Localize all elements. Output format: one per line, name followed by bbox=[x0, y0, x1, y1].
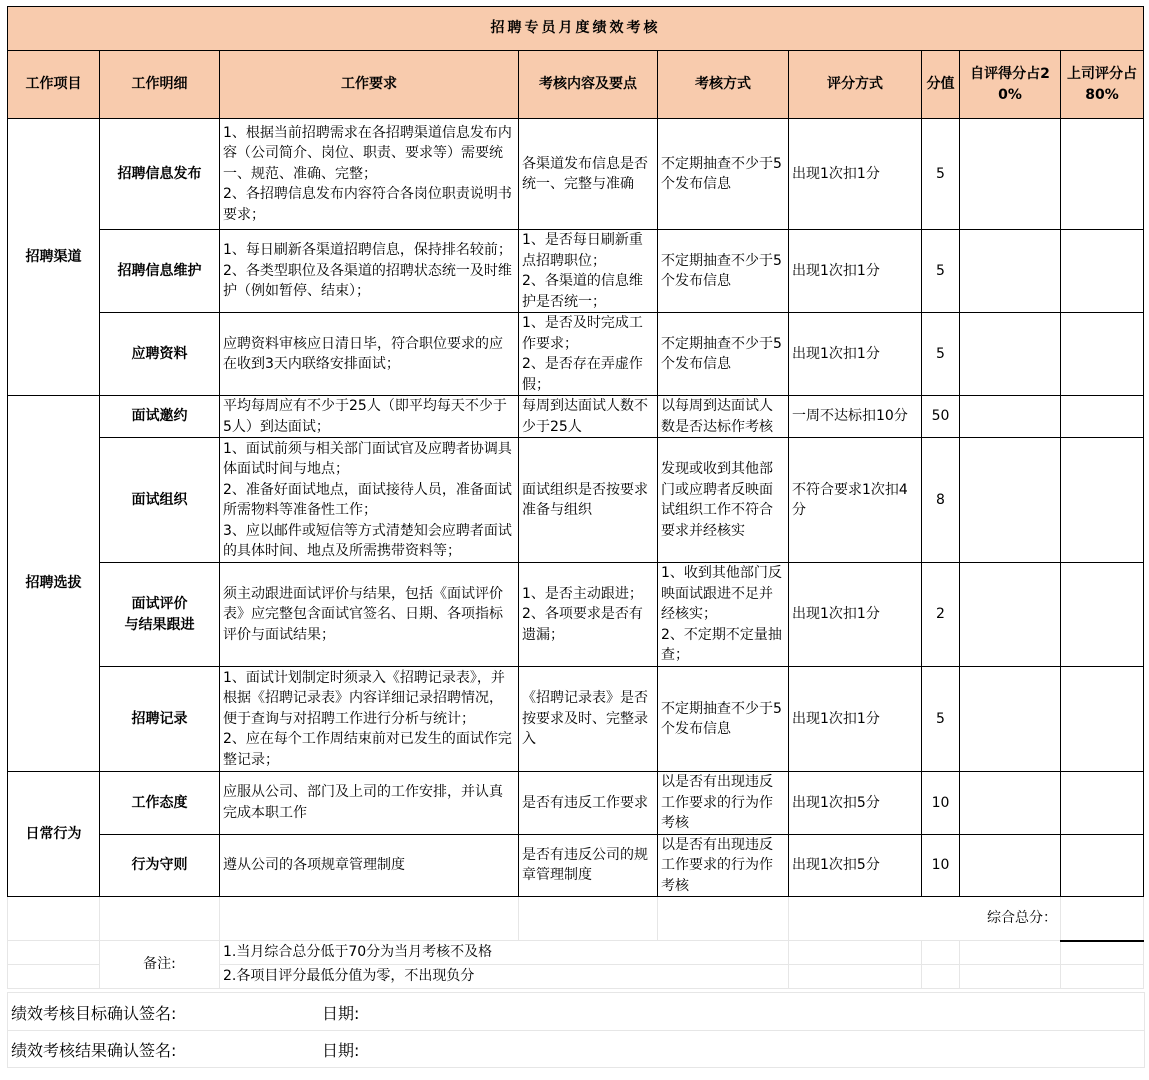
method-cell: 不定期抽查不少于5个发布信息 bbox=[658, 667, 789, 772]
method-cell: 不定期抽查不少于5个发布信息 bbox=[658, 230, 789, 313]
requirement-cell: 1、面试前须与相关部门面试官及应聘者协调具体面试时间与地点； 2、准备好面试地点，面试接待人员，准备面试所需物料等准备性工作； 3、应以邮件或短信等方式清楚知会应聘者面试的具体时间、地点及所需携带资料等； bbox=[220, 438, 519, 563]
table-row bbox=[8, 119, 1144, 230]
blank-cell bbox=[960, 941, 1061, 965]
table-row bbox=[8, 563, 1144, 667]
sign-row-target bbox=[7, 992, 1145, 1031]
points-cell: 5 bbox=[922, 230, 960, 313]
self-score-cell[interactable] bbox=[960, 119, 1061, 230]
method-cell: 以是否有出现违反工作要求的行为作考核 bbox=[658, 834, 789, 897]
content-cell: 是否有违反工作要求 bbox=[519, 772, 658, 835]
header-detail: 工作明细 bbox=[100, 51, 220, 119]
blank-cell bbox=[8, 897, 100, 941]
scoring-cell: 不符合要求1次扣4分 bbox=[789, 438, 922, 563]
content-cell: 1、是否及时完成工作要求； 2、是否存在弄虚作假； bbox=[519, 313, 658, 396]
boss-score-cell[interactable] bbox=[1061, 667, 1144, 772]
group-name: 招聘渠道 bbox=[8, 119, 100, 396]
method-cell: 不定期抽查不少于5个发布信息 bbox=[658, 313, 789, 396]
table-row bbox=[8, 667, 1144, 772]
table-row bbox=[8, 772, 1144, 835]
header-self-score: 自评得分占20% bbox=[960, 51, 1061, 119]
blank-cell bbox=[100, 897, 220, 941]
blank-cell bbox=[789, 965, 922, 989]
blank-cell bbox=[658, 897, 789, 941]
points-cell: 2 bbox=[922, 563, 960, 667]
points-cell: 10 bbox=[922, 834, 960, 897]
detail-cell: 工作态度 bbox=[100, 772, 220, 835]
requirement-cell: 应聘资料审核应日清日毕，符合职位要求的应在收到3天内联络安排面试； bbox=[220, 313, 519, 396]
header-item: 工作项目 bbox=[8, 51, 100, 119]
blank-cell bbox=[519, 897, 658, 941]
requirement-cell: 须主动跟进面试评价与结果，包括《面试评价表》应完整包含面试官签名、日期、各项指标评价与面试结果； bbox=[220, 563, 519, 667]
detail-cell: 应聘资料 bbox=[100, 313, 220, 396]
table-row bbox=[8, 313, 1144, 396]
header-method: 考核方式 bbox=[658, 51, 789, 119]
content-cell: 是否有违反公司的规章管理制度 bbox=[519, 834, 658, 897]
group-name: 日常行为 bbox=[8, 772, 100, 897]
method-cell: 发现或收到其他部门或应聘者反映面试组织工作不符合要求并经核实 bbox=[658, 438, 789, 563]
requirement-cell: 平均每周应有不少于25人（即平均每天不少于5人）到达面试； bbox=[220, 396, 519, 438]
content-cell: 《招聘记录表》是否按要求及时、完整录入 bbox=[519, 667, 658, 772]
scoring-cell: 一周不达标扣10分 bbox=[789, 396, 922, 438]
content-cell: 1、是否主动跟进； 2、各项要求是否有遗漏； bbox=[519, 563, 658, 667]
detail-cell: 面试邀约 bbox=[100, 396, 220, 438]
group-name: 招聘选拔 bbox=[8, 396, 100, 772]
points-cell: 50 bbox=[922, 396, 960, 438]
detail-cell: 招聘信息发布 bbox=[100, 119, 220, 230]
self-score-cell[interactable] bbox=[960, 313, 1061, 396]
blank-cell bbox=[789, 941, 922, 965]
requirement-cell: 1、面试计划制定时须录入《招聘记录表》，并根据《招聘记录表》内容详细记录招聘情况，便于查询与对招聘工作进行分析与统计； 2、应在每个工作周结束前对已发生的面试作完整记录； bbox=[220, 667, 519, 772]
note-label: 备注: bbox=[100, 941, 220, 989]
sign-row-result bbox=[7, 1030, 1145, 1068]
result-date-label: 日期: bbox=[322, 1041, 360, 1060]
content-cell: 各渠道发布信息是否统一、完整与准确 bbox=[519, 119, 658, 230]
method-cell: 不定期抽查不少于5个发布信息 bbox=[658, 119, 789, 230]
requirement-cell: 1、每日刷新各渠道招聘信息，保持排名较前； 2、各类型职位及各渠道的招聘状态统一及时维护（例如暂停、结束）； bbox=[220, 230, 519, 313]
table-row bbox=[8, 396, 1144, 438]
total-label: 综合总分： bbox=[789, 897, 1061, 941]
scoring-cell: 出现1次扣1分 bbox=[789, 230, 922, 313]
boss-score-cell[interactable] bbox=[1061, 834, 1144, 897]
blank-cell bbox=[8, 941, 100, 965]
requirement-cell: 1、根据当前招聘需求在各招聘渠道信息发布内容（公司简介、岗位、职责、要求等）需要统一、规范、准确、完整； 2、各招聘信息发布内容符合各岗位职责说明书要求； bbox=[220, 119, 519, 230]
note-1: 1.当月综合总分低于70分为当月考核不及格 bbox=[220, 941, 789, 965]
total-value[interactable] bbox=[1061, 897, 1144, 941]
points-cell: 8 bbox=[922, 438, 960, 563]
header-row bbox=[8, 51, 1144, 119]
header-scoring: 评分方式 bbox=[789, 51, 922, 119]
detail-cell: 面试组织 bbox=[100, 438, 220, 563]
content-cell: 面试组织是否按要求准备与组织 bbox=[519, 438, 658, 563]
blank-cell bbox=[1061, 965, 1144, 989]
boss-score-cell[interactable] bbox=[1061, 230, 1144, 313]
table-row bbox=[8, 438, 1144, 563]
note-2: 2.各项目评分最低分值为零，不出现负分 bbox=[220, 965, 789, 989]
blank-cell bbox=[960, 965, 1061, 989]
detail-cell: 面试评价 与结果跟进 bbox=[100, 563, 220, 667]
self-score-cell[interactable] bbox=[960, 438, 1061, 563]
content-cell: 每周到达面试人数不少于25人 bbox=[519, 396, 658, 438]
header-points: 分值 bbox=[922, 51, 960, 119]
self-score-cell[interactable] bbox=[960, 772, 1061, 835]
scoring-cell: 出现1次扣1分 bbox=[789, 563, 922, 667]
scoring-cell: 出现1次扣1分 bbox=[789, 119, 922, 230]
sheet-title: 招聘专员月度绩效考核 bbox=[8, 7, 1144, 51]
points-cell: 5 bbox=[922, 667, 960, 772]
blank-cell bbox=[8, 965, 100, 989]
blank-cell bbox=[922, 965, 960, 989]
header-boss-score: 上司评分占80% bbox=[1061, 51, 1144, 119]
self-score-cell[interactable] bbox=[960, 396, 1061, 438]
table-row bbox=[8, 834, 1144, 897]
self-score-cell[interactable] bbox=[960, 667, 1061, 772]
scoring-cell: 出现1次扣5分 bbox=[789, 772, 922, 835]
detail-cell: 行为守则 bbox=[100, 834, 220, 897]
blank-cell bbox=[922, 941, 960, 965]
boss-score-cell[interactable] bbox=[1061, 563, 1144, 667]
blank-cell bbox=[1061, 941, 1144, 965]
detail-cell: 招聘记录 bbox=[100, 667, 220, 772]
method-cell: 以每周到达面试人数是否达标作考核 bbox=[658, 396, 789, 438]
content-cell: 1、是否每日刷新重点招聘职位； 2、各渠道的信息维护是否统一； bbox=[519, 230, 658, 313]
detail-cell: 招聘信息维护 bbox=[100, 230, 220, 313]
scoring-cell: 出现1次扣5分 bbox=[789, 834, 922, 897]
method-cell: 1、收到其他部门反映面试跟进不足并经核实； 2、不定期不定量抽查； bbox=[658, 563, 789, 667]
scoring-cell: 出现1次扣1分 bbox=[789, 313, 922, 396]
self-score-cell[interactable] bbox=[960, 230, 1061, 313]
boss-score-cell[interactable] bbox=[1061, 396, 1144, 438]
appraisal-table bbox=[7, 6, 1144, 989]
note-row-1 bbox=[8, 941, 1144, 965]
requirement-cell: 应服从公司、部门及上司的工作安排，并认真完成本职工作 bbox=[220, 772, 519, 835]
requirement-cell: 遵从公司的各项规章管理制度 bbox=[220, 834, 519, 897]
self-score-cell[interactable] bbox=[960, 563, 1061, 667]
points-cell: 10 bbox=[922, 772, 960, 835]
header-content: 考核内容及要点 bbox=[519, 51, 658, 119]
result-sign-label: 绩效考核结果确认签名: bbox=[11, 1041, 177, 1060]
self-score-cell[interactable] bbox=[960, 834, 1061, 897]
method-cell: 以是否有出现违反工作要求的行为作考核 bbox=[658, 772, 789, 835]
blank-cell bbox=[220, 897, 519, 941]
points-cell: 5 bbox=[922, 119, 960, 230]
scoring-cell: 出现1次扣1分 bbox=[789, 667, 922, 772]
header-requirement: 工作要求 bbox=[220, 51, 519, 119]
boss-score-cell[interactable] bbox=[1061, 772, 1144, 835]
target-sign-label: 绩效考核目标确认签名: bbox=[11, 1004, 177, 1023]
boss-score-cell[interactable] bbox=[1061, 313, 1144, 396]
table-row bbox=[8, 230, 1144, 313]
boss-score-cell[interactable] bbox=[1061, 119, 1144, 230]
total-row bbox=[8, 897, 1144, 941]
boss-score-cell[interactable] bbox=[1061, 438, 1144, 563]
points-cell: 5 bbox=[922, 313, 960, 396]
target-date-label: 日期: bbox=[322, 1004, 360, 1023]
